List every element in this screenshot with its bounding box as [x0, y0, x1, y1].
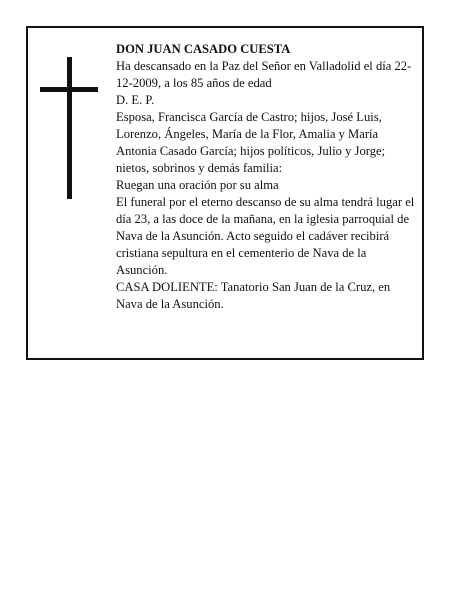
family-list: Esposa, Francisca García de Castro; hijos, José Luis, Lorenzo, Ángeles, María de la Flor, Amalia y María Antonia Casado García; hijos políticos, Julio y Jorge; nietos, sobrinos y demás familia: [116, 110, 386, 175]
prayer-request: Ruegan una oración por su alma [116, 178, 279, 192]
death-notice-frame [26, 26, 424, 360]
cross-horizontal-bar [40, 87, 98, 92]
deceased-name: DON JUAN CASADO CUESTA [116, 42, 291, 56]
mourning-house: CASA DOLIENTE: Tanatorio San Juan de la Cruz, en Nava de la Asunción. [116, 280, 391, 311]
cross-icon [40, 57, 98, 199]
cross-vertical-bar [67, 57, 72, 199]
funeral-details: El funeral por el eterno descanso de su alma tendrá lugar el día 23, a las doce de la mañana, en la iglesia parroquial de Nava de la Asunción. Acto seguido el cadáver recibirá cristiana sepultura en el cementerio de Nava de la Asunción. [116, 195, 415, 277]
death-announcement: Ha descansado en la Paz del Señor en Valladolid el día 22-12-2009, a los 85 años de edad [116, 59, 412, 90]
rest-in-peace: D. E. P. [116, 93, 155, 107]
notice-text-block [116, 41, 418, 313]
